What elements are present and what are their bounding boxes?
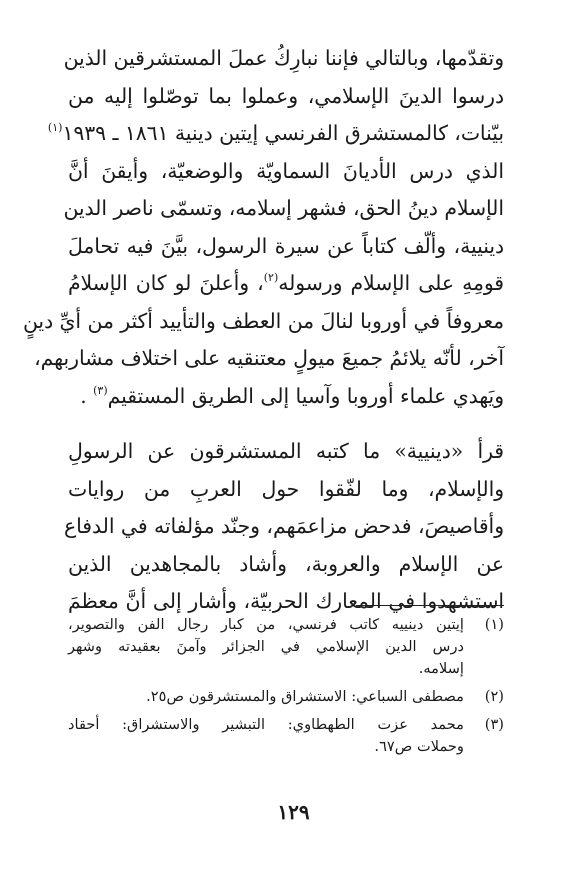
text-line: [68, 378, 504, 416]
footnote: [68, 714, 504, 758]
text-line: والإسلام، وما لفّقوا حول العربِ من روايات: [68, 476, 504, 501]
text-line: درسوا الدينَ الإسلامي، وعملوا بما توصّلوا إليه من: [68, 83, 504, 108]
text-line: [47, 115, 504, 153]
page-number: ١٢٩: [277, 800, 310, 824]
text-line: دينيية، وألّف كتاباً عن سيرة الرسول، بيَّنَ فيه تحاملَ: [68, 233, 504, 258]
footnote-line: درس الدين الإسلامي في الجزائر وآمنَ بعقيدته وشهر: [68, 638, 464, 655]
text-line: [68, 265, 504, 303]
text-line: وتقدّمها، وبالتالي فإننا نبارِكُ عملَ المستشرقين الذين: [63, 46, 504, 70]
footnote-line: وحملات ص٦٧.: [374, 738, 464, 755]
footnote-ref: (٢): [263, 271, 279, 284]
paragraph-gap: [68, 415, 504, 433]
footnote-divider: [356, 605, 504, 606]
text-segment: ويَهدي علماء أوروبا وآسيا إلى الطريق المستقيم: [107, 383, 504, 408]
text-line: عن الإسلام والعروبة، وأشاد بالمجاهدين الذين: [68, 551, 504, 576]
text-segment: ، وأعلنَ لو كان الإسلامُ: [68, 271, 264, 295]
paragraph-1: [22, 40, 504, 415]
footnote-ref: (٣): [93, 383, 108, 397]
text-line: معروفاً في أوروبا لنالَ من العطف والتأييد أكثر من أيِّ دينٍ: [22, 308, 504, 333]
text-line: آخر، لأنّه يلائمُ جميعَ ميولٍ معتنقيه على اختلاف مشاربهم،: [34, 346, 504, 370]
text-segment: بيّنات، كالمستشرق الفرنسي إيتين دينية ١٨٦١ ـ ١٩٣٩: [62, 121, 504, 145]
footnote-line: محمد عزت الطهطاوي: التبشير والاستشراق: أحقاد: [68, 716, 464, 733]
footnote-number: (٢): [484, 688, 504, 705]
text-segment: .: [80, 383, 94, 408]
text-line: قرأ «دينيية» ما كتبه المستشرقون عن الرسولِ: [68, 439, 504, 463]
footnotes: [68, 614, 504, 758]
text-line: استشهدوا في المعارك الحربيّة، وأشار إلى أنَّ معظمَ: [68, 589, 504, 613]
footnote-line: مصطفى السباعي: الاستشراق والمستشرقون ص٢٥.: [146, 688, 464, 705]
footnote: [68, 614, 504, 680]
main-text: [22, 40, 504, 621]
footnote-ref: (١): [47, 121, 63, 134]
text-line: وأقاصيصَ، فدحض مزاعمَهم، وجنّد مؤلفاته في الدفاع: [64, 514, 504, 538]
footnote-number: (١): [484, 616, 504, 633]
paragraph-2: [64, 433, 504, 621]
footnote: [68, 686, 504, 708]
footnote-line: إسلامه.: [418, 660, 464, 677]
footnote-line: إيتين دينييه كاتب فرنسي، من كبار رجال الفن والتصوير،: [68, 616, 464, 633]
text-line: الذي درس الأديانَ السماويّة والوضعيّة، وأيقنَ أنَّ: [68, 158, 504, 183]
footnote-number: (٣): [484, 716, 504, 733]
text-segment: قومِهِ على الإسلام ورسوله: [278, 271, 504, 295]
text-line: الإسلام دينُ الحق، فشهر إسلامه، وتسمّى ناصر الدين: [63, 196, 504, 220]
